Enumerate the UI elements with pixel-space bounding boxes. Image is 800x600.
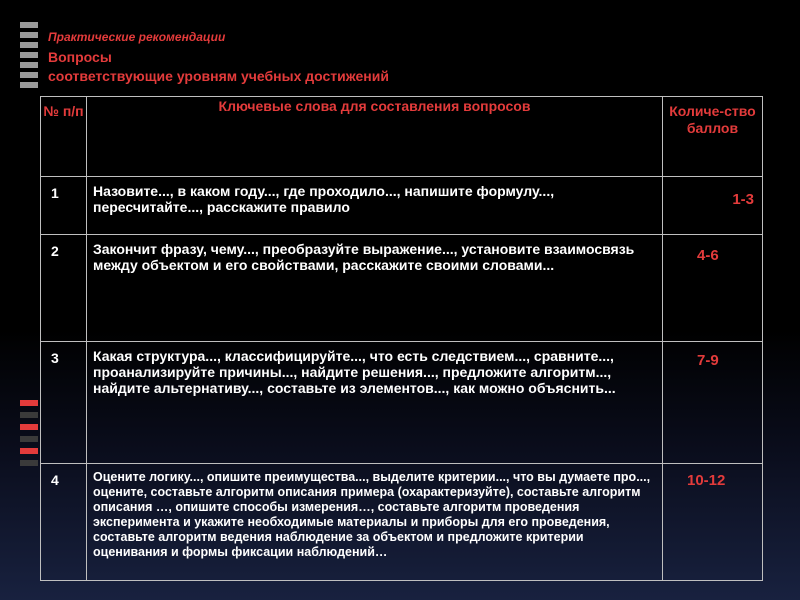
slide-header — [48, 30, 389, 86]
row-keywords: Какая структура..., классифицируйте..., что есть следствием..., сравните..., проанализируйте причины..., найдите решения..., предложите алгоритм..., найдите альтернативу..., составьте из элементов..., как можно объяснить... — [87, 342, 663, 464]
row-score — [663, 235, 763, 342]
table-row — [41, 235, 763, 342]
row-number: 3 — [41, 342, 87, 464]
column-header-number: № п/п — [41, 97, 87, 177]
header-title-line1: Вопросы — [48, 49, 112, 65]
column-header-keywords: Ключевые слова для составления вопросов — [87, 97, 663, 177]
table-row — [41, 342, 763, 464]
row-number: 1 — [41, 177, 87, 235]
header-title-line2: соответствующие уровням учебных достижений — [48, 68, 389, 84]
row-score-value: 4-6 — [697, 247, 719, 264]
row-number: 4 — [41, 464, 87, 581]
row-keywords: Закончит фразу, чему..., преобразуйте выражение..., установите взаимосвязь между объектом и его свойствами, расскажите своими словами... — [87, 235, 663, 342]
table-row — [41, 177, 763, 235]
row-keywords: Назовите..., в каком году..., где проходило..., напишите формулу..., пересчитайте..., расскажите правило — [87, 177, 663, 235]
row-score-value: 10-12 — [687, 472, 726, 489]
column-header-score: Количе-ство баллов — [663, 97, 763, 177]
row-keywords: Оцените логику..., опишите преимущества..., выделите критерии..., что вы думаете про..., оцените, составьте алгоритм описания примера (охарактеризуйте), составьте алгоритм описания …, опишите способы измерения…, составьте алгоритм проведения эксперимента и укажите необходимые материалы и приборы для его проведения, составьте алгоритм ведения наблюдение за объектом и предложите критерии оценивания и формы фиксации наблюдений… — [87, 464, 663, 581]
row-score — [663, 177, 763, 235]
table-row — [41, 464, 763, 581]
row-number: 2 — [41, 235, 87, 342]
row-score — [663, 342, 763, 464]
header-subtitle: Практические рекомендации — [48, 30, 226, 44]
table-header-row — [41, 97, 763, 177]
row-score-value: 1-3 — [732, 191, 754, 208]
recommendations-table — [40, 96, 763, 581]
decorative-side-strip — [20, 0, 38, 600]
row-score — [663, 464, 763, 581]
row-score-value: 7-9 — [697, 352, 719, 369]
